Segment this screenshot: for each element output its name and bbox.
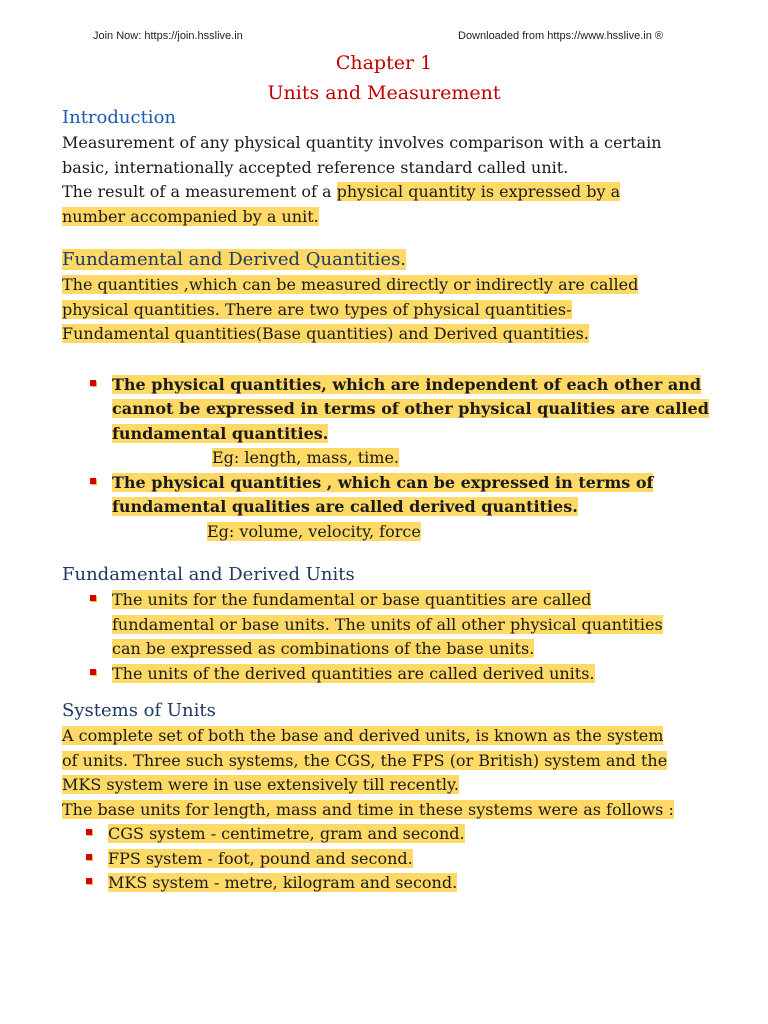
list-item [62,871,742,896]
highlighted-text: physical quantity is expressed by a [336,182,621,201]
bullet-icon [90,595,96,601]
highlighted-text: Eg: volume, velocity, force [207,521,421,541]
systems-para-line [62,798,742,823]
highlighted-text: fundamental qualities are called derived quantities. [112,497,578,516]
list-item [62,588,742,662]
highlighted-text: FPS system - foot, pound and second. [108,848,413,868]
list-item [62,471,742,520]
intro-line: basic, internationally accepted reference standard called unit. [62,157,569,177]
intro-line: Measurement of any physical quantity involves comparison with a certain [62,133,662,152]
highlighted-text: of units. Three such systems, the CGS, the FPS (or British) system and the [62,750,668,770]
highlighted-text: cannot be expressed in terms of other physical qualities are called [112,399,709,418]
quantities-heading [62,247,742,273]
systems-list [62,822,742,896]
highlighted-text: The physical quantities, which are independent of each other and [112,374,702,394]
systems-para-line [62,724,742,749]
units-list [62,588,742,686]
highlighted-text: The units of the derived quantities are called derived units. [112,663,595,683]
highlighted-text: The physical quantities , which can be expressed in terms of [112,472,654,492]
document-body [62,105,742,896]
highlighted-text: Eg: length, mass, time. [212,448,400,467]
systems-para-line [62,773,742,798]
bullet-icon [86,854,92,860]
bullet-icon [90,478,96,484]
units-heading: Fundamental and Derived Units [62,564,355,585]
systems-heading: Systems of Units [62,700,216,721]
highlighted-text: fundamental quantities. [112,423,329,443]
quantities-para-line [62,273,742,298]
highlighted-text: A complete set of both the base and derived units, is known as the system [62,726,664,745]
highlighted-text: physical quantities. There are two types of physical quantities- [62,299,572,319]
highlighted-text: Fundamental quantities(Base quantities) and Derived quantities. [62,324,589,343]
chapter-heading [0,48,768,108]
example-derived [62,520,742,545]
downloaded-from-text: Downloaded from https://www.hsslive.in ® [458,30,663,42]
join-now-text: Join Now: https://join.hsslive.in [93,30,243,42]
page-header [0,30,768,46]
chapter-title: Units and Measurement [267,82,501,104]
quantities-para-line [62,298,742,323]
highlighted-text: fundamental or base units. The units of all other physical quantities [112,614,663,634]
highlighted-text: can be expressed as combinations of the base units. [112,639,535,658]
example-fundamental [62,446,742,471]
bullet-icon [86,829,92,835]
list-item [62,662,742,687]
bullet-icon [90,380,96,386]
highlighted-heading: Fundamental and Derived Quantities. [62,249,407,270]
highlighted-text: The base units for length, mass and time in these systems were as follows : [62,799,674,819]
introduction-heading: Introduction [62,107,176,128]
list-item [62,373,742,447]
systems-para-line [62,749,742,774]
list-item [62,822,742,847]
intro-line [62,180,742,205]
highlighted-text: The units for the fundamental or base quantities are called [112,590,592,609]
highlighted-text: CGS system - centimetre, gram and second. [108,824,465,843]
list-item [62,847,742,872]
highlighted-text: number accompanied by a unit. [62,206,319,226]
bullet-icon [86,878,92,884]
intro-line [62,205,742,230]
highlighted-text: MKS system were in use extensively till recently. [62,775,459,794]
intro-text: The result of a measurement of a [62,182,337,201]
quantities-list [62,373,742,447]
quantities-list [62,471,742,520]
quantities-para-line [62,322,742,347]
highlighted-text: The quantities ,which can be measured directly or indirectly are called [62,275,639,294]
bullet-icon [90,669,96,675]
highlighted-text: MKS system - metre, kilogram and second. [108,873,458,892]
chapter-number: Chapter 1 [335,52,433,74]
